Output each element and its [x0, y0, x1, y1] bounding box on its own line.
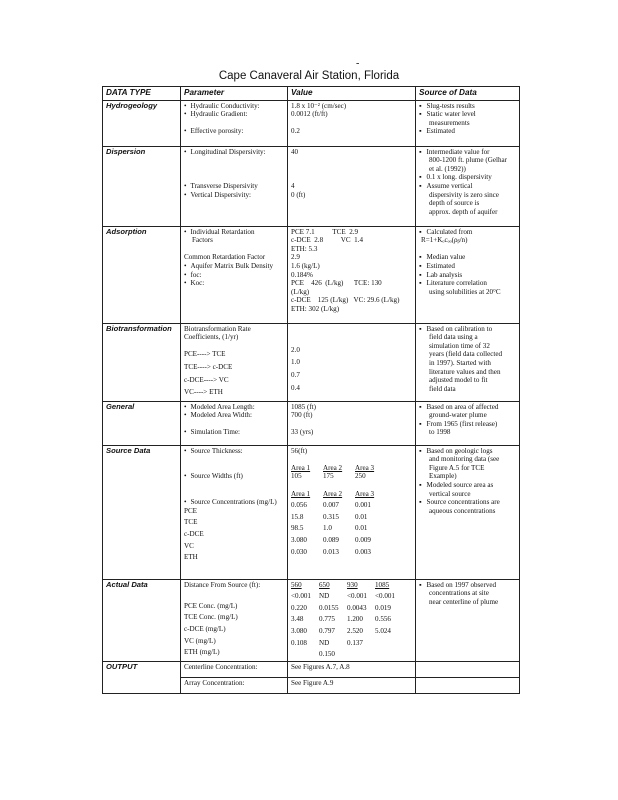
value: 56(ft)	[291, 446, 308, 455]
param: • Modeled Area Length:	[184, 403, 284, 412]
param: • Source Concentrations (mg/L)	[184, 498, 284, 507]
param: PCE----> TCE	[184, 350, 226, 359]
param: ETH (mg/L)	[184, 648, 220, 657]
conc-value: 15.8	[291, 512, 304, 521]
source: measurements	[429, 118, 470, 127]
sources-biotransformation	[416, 323, 520, 401]
area-label: Area 3	[355, 489, 375, 498]
spacer	[184, 420, 284, 429]
distance: 650	[319, 580, 330, 589]
source: adjusted model to fit	[429, 376, 488, 385]
conc-value: 0.013	[323, 547, 339, 556]
actual-value: <0.001	[347, 592, 367, 601]
value: 0.7	[291, 370, 300, 379]
spacer	[419, 245, 516, 254]
source: ▪ Based on 1997 observed	[419, 581, 516, 590]
actual-value: 0.108	[291, 638, 307, 647]
value: 1.8 x 10⁻² (cm/sec)	[291, 101, 347, 110]
spacer	[291, 165, 412, 174]
spacer	[184, 455, 284, 464]
output-value: See Figure A.9	[288, 677, 416, 693]
param: Coefficients, (1/yr)	[184, 333, 239, 342]
values-dispersion	[288, 146, 416, 226]
conc-value: 0.030	[291, 547, 307, 556]
header-row	[103, 87, 520, 101]
source: ▪ Source concentrations are	[419, 498, 516, 507]
actual-value: 0.775	[319, 615, 335, 624]
param: • Simulation Time:	[184, 428, 284, 437]
param: c-DCE (mg/L)	[184, 624, 226, 633]
actual-value: 0.797	[319, 626, 335, 635]
source: ▪ Based on area of affected	[419, 403, 516, 412]
param: TCE Conc. (mg/L)	[184, 613, 238, 622]
row-biotransformation	[103, 323, 520, 401]
spacer	[184, 342, 284, 351]
param: Distance From Source (ft):	[184, 580, 261, 589]
conc-value: 0.315	[323, 512, 339, 521]
source: ▪ Median value	[419, 253, 516, 262]
type-source-data: Source Data	[103, 445, 181, 579]
source: and monitoring data (see	[429, 455, 500, 464]
source: near centerline of plume	[429, 597, 499, 606]
value: c-DCE 125 (L/kg) VC: 29.6 (L/kg)	[291, 296, 400, 305]
header-parameter: Parameter	[181, 87, 288, 101]
conc-value: 0.001	[355, 501, 371, 510]
actual-value: 1.200	[347, 615, 363, 624]
param: • Hydraulic Conductivity:	[184, 102, 284, 111]
value: 4	[291, 181, 295, 190]
value: 700 (ft)	[291, 411, 313, 420]
spacer	[184, 481, 284, 490]
spacer	[291, 156, 412, 165]
value: ETH: 302 (L/kg)	[291, 304, 340, 313]
conc-value: 0.089	[323, 535, 339, 544]
width-value: 250	[355, 472, 366, 481]
actual-value: 2.520	[347, 626, 363, 635]
conc-areas	[291, 490, 412, 557]
param: VC	[184, 541, 194, 550]
type-actual-data: Actual Data	[103, 579, 181, 661]
source: ▪ Estimated	[419, 262, 516, 271]
width-areas	[291, 464, 412, 481]
source: field data using a	[429, 333, 478, 342]
source: ▪ Static water level	[419, 110, 516, 119]
source: dispersivity is zero since	[429, 190, 499, 199]
type-adsorption: Adsorption	[103, 226, 181, 323]
value: 0.0012 (ft/ft)	[291, 110, 328, 119]
value: 1.0	[291, 358, 300, 367]
param: • Hydraulic Gradient:	[184, 110, 284, 119]
actual-value	[375, 650, 399, 659]
param: c-DCE----> VC	[184, 375, 229, 384]
distance: 1085	[375, 580, 390, 589]
source: vertical source	[429, 489, 471, 498]
source: ▪ Slug-tests results	[419, 102, 516, 111]
output-param: Centerline Concentration:	[181, 661, 288, 677]
param: • Source Thickness:	[184, 447, 284, 456]
sources-adsorption	[416, 226, 520, 323]
param: • Koc:	[184, 279, 284, 288]
source: ▪ 0.1 x long. dispersivity	[419, 173, 516, 182]
actual-value: <0.001	[375, 592, 395, 601]
distance: 930	[347, 580, 358, 589]
value: PCE 7.1 TCE 2.9	[291, 227, 359, 236]
spacer	[291, 173, 412, 182]
type-general: General	[103, 401, 181, 445]
value: 40	[291, 147, 299, 156]
param: • Effective porosity:	[184, 127, 284, 136]
actual-value	[291, 650, 315, 659]
conc-value: 0.007	[323, 501, 339, 510]
actual-value: 0.556	[375, 615, 391, 624]
sources-source-data	[416, 445, 520, 579]
width-value: 175	[323, 472, 334, 481]
value: ETH: 5.3	[291, 244, 318, 253]
param: c-DCE	[184, 529, 204, 538]
spacer	[291, 420, 412, 429]
source: using solubilities at 20°C	[429, 287, 501, 296]
spacer	[291, 455, 412, 464]
source: ▪ Literature correlation	[419, 279, 516, 288]
distance: 560	[291, 580, 302, 589]
sources-actual-data	[416, 579, 520, 661]
param: • Modeled Area Width:	[184, 411, 284, 420]
values-source-data	[288, 445, 416, 579]
actual-value: <0.001	[291, 592, 311, 601]
value: 33 (yrs)	[291, 428, 314, 437]
conc-value: 0.01	[355, 512, 368, 521]
source: in 1997). Started with	[429, 358, 491, 367]
type-hydrogeology: Hydrogeology	[103, 100, 181, 146]
params-biotransformation	[181, 323, 288, 401]
value: 0.4	[291, 383, 300, 392]
conc-value: 1.0	[323, 524, 332, 533]
spacer	[184, 593, 284, 602]
header-source: Source of Data	[416, 87, 520, 101]
params-adsorption	[181, 226, 288, 323]
area-label: Area 1	[291, 463, 311, 472]
output-source	[416, 677, 520, 693]
param: • foc:	[184, 271, 284, 280]
actual-value: ND	[319, 638, 330, 647]
param: Factors	[192, 236, 213, 245]
value: 0 (ft)	[291, 190, 306, 199]
row-actual-data	[103, 579, 520, 661]
header-dash: -	[356, 58, 360, 69]
params-dispersion	[181, 146, 288, 226]
param: • Individual Retardation	[184, 228, 284, 237]
source: ▪ Calculated from	[419, 228, 516, 237]
value: PCE 426 (L/kg) TCE: 130	[291, 279, 382, 288]
actual-value: 0.137	[347, 638, 363, 647]
param: Common Retardation Factor	[184, 253, 266, 262]
source: concentrations at site	[429, 589, 489, 598]
actual-value: 0.0155	[319, 603, 339, 612]
source: years (field data collected	[429, 350, 503, 359]
value: 0.184%	[291, 270, 313, 279]
conc-value: 0.056	[291, 501, 307, 510]
actual-value: 3.48	[291, 615, 304, 624]
area-label: Area 2	[323, 463, 343, 472]
value: 1085 (ft)	[291, 402, 317, 411]
param: • Aquifer Matrix Bulk Density	[184, 262, 284, 271]
source: Figure A.5 for TCE	[429, 463, 485, 472]
values-actual-data	[288, 579, 416, 661]
actual-value: 0.0043	[347, 603, 367, 612]
param: TCE----> c-DCE	[184, 362, 233, 371]
source: ▪ Modeled source area as	[419, 481, 516, 490]
params-source-data	[181, 445, 288, 579]
value: 2.0	[291, 345, 300, 354]
actual-value: 3.080	[291, 626, 307, 635]
params-actual-data	[181, 579, 288, 661]
spacer	[184, 490, 284, 499]
param	[184, 119, 284, 128]
row-adsorption	[103, 226, 520, 323]
param: TCE	[184, 518, 198, 527]
param: PCE Conc. (mg/L)	[184, 601, 238, 610]
spacer	[184, 464, 284, 473]
spacer	[184, 165, 284, 174]
source: field data	[429, 384, 456, 393]
conc-value: 98.5	[291, 524, 304, 533]
value: (L/kg)	[291, 287, 310, 296]
type-biotransformation: Biotransformation	[103, 323, 181, 401]
source: ▪ Lab analysis	[419, 271, 516, 280]
source: Example)	[429, 472, 457, 481]
values-hydrogeology	[288, 100, 416, 146]
spacer	[291, 481, 412, 490]
actual-value	[375, 639, 399, 648]
header-value: Value	[288, 87, 416, 101]
value: 2.9	[291, 253, 300, 262]
conc-value: 3.080	[291, 535, 307, 544]
source: approx. depth of aquifer	[429, 207, 498, 216]
actual-value: 0.220	[291, 603, 307, 612]
area-label: Area 3	[355, 463, 375, 472]
param: • Source Widths (ft)	[184, 472, 284, 481]
value: 1.6 (kg/L)	[291, 261, 320, 270]
sources-dispersion	[416, 146, 520, 226]
values-biotransformation	[288, 323, 416, 401]
conc-value: 0.009	[355, 535, 371, 544]
type-dispersion: Dispersion	[103, 146, 181, 226]
param: ETH	[184, 553, 198, 562]
source: ▪ Assume vertical	[419, 182, 516, 191]
sources-general	[416, 401, 520, 445]
actual-value	[347, 650, 371, 659]
header-data-type: DATA TYPE	[103, 87, 181, 101]
page-title: Cape Canaveral Air Station, Florida	[218, 70, 400, 82]
value: 0.2	[291, 127, 300, 136]
width-value: 105	[291, 472, 302, 481]
param: PCE	[184, 506, 198, 515]
actual-value: ND	[319, 592, 330, 601]
params-hydrogeology	[181, 100, 288, 146]
row-source-data	[103, 445, 520, 579]
type-output: OUTPUT	[103, 661, 181, 693]
area-label: Area 1	[291, 489, 311, 498]
conc-value: 0.003	[355, 547, 371, 556]
output-param: Array Concentration:	[181, 677, 288, 693]
value	[291, 119, 412, 128]
source: 800-1200 ft. plume (Gelhar	[429, 156, 508, 165]
spacer	[184, 156, 284, 165]
source: ▪ Intermediate value for	[419, 148, 516, 157]
source: simulation time of 32	[429, 341, 490, 350]
conc-value: 0.01	[355, 524, 368, 533]
source: literature values and then	[429, 367, 501, 376]
actual-value: 0.150	[319, 650, 335, 659]
param: • Longitudinal Dispersivity:	[184, 148, 284, 157]
row-dispersion	[103, 146, 520, 226]
sources-hydrogeology	[416, 100, 520, 146]
source: aqueous concentrations	[429, 506, 496, 515]
spacer	[184, 245, 284, 254]
values-adsorption	[288, 226, 416, 323]
source: ▪ Based on geologic logs	[419, 447, 516, 456]
spacer	[291, 325, 412, 334]
row-general	[103, 401, 520, 445]
params-general	[181, 401, 288, 445]
row-hydrogeology	[103, 100, 520, 146]
actual-value: 0.019	[375, 603, 391, 612]
source: ▪ From 1965 (first release)	[419, 420, 516, 429]
values-general	[288, 401, 416, 445]
actual-value: 5.024	[375, 626, 391, 635]
value: c-DCE 2.8 VC 1.4	[291, 236, 363, 245]
param: VC (mg/L)	[184, 636, 216, 645]
source: et al. (1992))	[429, 164, 466, 173]
spacer	[291, 333, 412, 342]
area-label: Area 2	[323, 489, 343, 498]
data-table	[102, 86, 520, 694]
source: to 1998	[429, 428, 451, 437]
output-value: See Figures A.7, A.8	[288, 661, 416, 677]
source: depth of source is	[429, 199, 480, 208]
row-output-centerline	[103, 661, 520, 677]
source: ▪ Estimated	[419, 127, 516, 136]
param: VC----> ETH	[184, 388, 223, 397]
source: R=1+Kₒcₒₒ(ρᵦ/n)	[421, 236, 468, 245]
actual-grid	[291, 581, 412, 659]
source: ground-water plume	[429, 411, 487, 420]
param: Biotransformation Rate	[184, 324, 251, 333]
source: ▪ Based on calibration to	[419, 325, 516, 334]
param: • Transverse Dispersivity	[184, 182, 284, 191]
output-source	[416, 661, 520, 677]
spacer	[184, 173, 284, 182]
param: • Vertical Dispersivity:	[184, 191, 284, 200]
